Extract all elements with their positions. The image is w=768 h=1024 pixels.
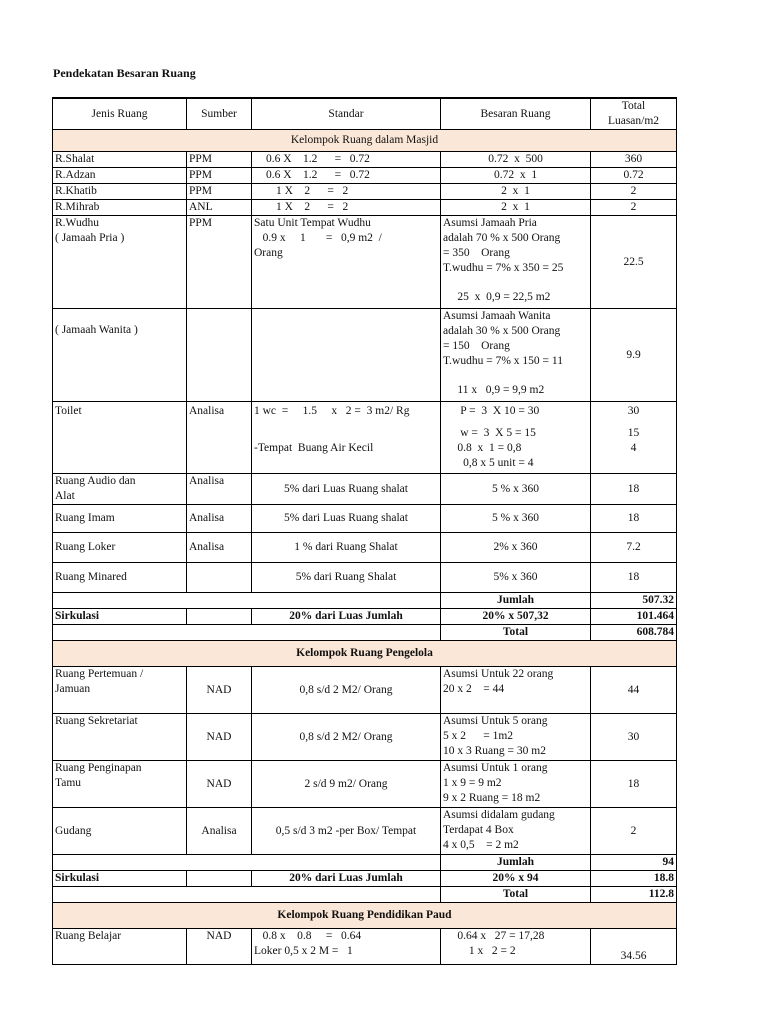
cell-sumber: NAD (187, 667, 252, 714)
cell-besaran: 5 % x 360 (441, 505, 591, 533)
total-line: 30 (627, 405, 640, 417)
group-header-masjid (53, 130, 677, 152)
cell-jenis: R.Adzan (53, 168, 187, 184)
cell-standar: 1 % dari Ruang Shalat (252, 533, 441, 563)
sirkulasi-besaran: 20% x 94 (441, 871, 591, 887)
cell-jenis: R.Khatib (53, 184, 187, 200)
cell-standar: 1 X 2 = 2 (252, 184, 441, 200)
cell-standar (252, 216, 441, 309)
group-title: Kelompok Ruang Pendidikan Paud (53, 903, 677, 929)
table-row (53, 808, 677, 855)
cell-sumber: PPM (187, 152, 252, 168)
cell-sumber: Analisa (187, 474, 252, 505)
cell-besaran: 2 x 1 (441, 184, 591, 200)
cell-besaran: 2 x 1 (441, 200, 591, 216)
besaran-line: 5 x 2 = 1m2 (443, 730, 514, 742)
standar-line: 0.8 x 0.8 = 0.64 (254, 930, 362, 942)
besaran-line: 25 x 0,9 = 22,5 m2 (443, 291, 551, 303)
group-title: Kelompok Ruang dalam Masjid (53, 130, 677, 152)
standar-line: -Tempat Buang Air Kecil (254, 442, 374, 454)
cell-sumber: NAD (187, 929, 252, 965)
cell-besaran (441, 761, 591, 808)
besaran-line: = 350 Orang (443, 247, 510, 259)
cell-total: 44 (591, 667, 677, 714)
cell-besaran: 0.72 x 500 (441, 152, 591, 168)
jumlah-value: 507.32 (591, 593, 677, 609)
cell-standar: 0.6 X 1.2 = 0.72 (252, 152, 441, 168)
table-row (53, 200, 677, 216)
sirkulasi-row (53, 871, 677, 887)
cell-besaran (441, 714, 591, 761)
table-row (53, 714, 677, 761)
cell-total: 360 (591, 152, 677, 168)
cell-sumber: ANL (187, 200, 252, 216)
jenis-line: Ruang Penginapan (55, 762, 142, 774)
standar-line: Orang (254, 247, 283, 259)
besaran-line: Asumsi Jamaah Pria (443, 217, 537, 229)
besaran-line: 1 x 2 = 2 (443, 945, 516, 957)
besaran-line: Asumsi Untuk 1 orang (443, 762, 548, 774)
cell-jenis: Ruang Imam (53, 505, 187, 533)
sirkulasi-total: 18.8 (591, 871, 677, 887)
besaran-line: 0.8 x 1 = 0,8 (443, 442, 522, 454)
jenis-line: Alat (55, 490, 75, 502)
sirkulasi-label: Sirkulasi (53, 871, 187, 887)
header-total-line2: Luasan/m2 (607, 115, 660, 127)
cell-total: 2 (591, 808, 677, 855)
cell-standar (252, 402, 441, 474)
sirkulasi-sumber (187, 609, 252, 625)
besaran-line: Asumsi Jamaah Wanita (443, 310, 551, 322)
total-spacer (53, 887, 441, 903)
cell-besaran (441, 808, 591, 855)
cell-besaran (441, 667, 591, 714)
jenis-line: Tamu (55, 777, 82, 789)
cell-total: 18 (591, 505, 677, 533)
cell-besaran: 2% x 360 (441, 533, 591, 563)
total-spacer (53, 625, 441, 641)
document-title: Pendekatan Besaran Ruang (53, 66, 196, 80)
cell-standar (252, 929, 441, 965)
cell-jenis (53, 761, 187, 808)
cell-jenis: Ruang Sekretariat (53, 714, 187, 761)
besaran-line: T.wudhu = 7% x 350 = 25 (443, 262, 564, 274)
cell-jenis: Ruang Loker (53, 533, 187, 563)
jumlah-spacer (53, 855, 441, 871)
table-row (53, 761, 677, 808)
table-row (53, 184, 677, 200)
cell-sumber: Analisa (187, 505, 252, 533)
cell-sumber: NAD (187, 714, 252, 761)
table-row (53, 168, 677, 184)
header-total-luasan (591, 98, 677, 130)
cell-standar: 5% dari Luas Ruang shalat (252, 474, 441, 505)
sirkulasi-label: Sirkulasi (53, 609, 187, 625)
besaran-line: Asumsi didalam gudang (443, 809, 555, 821)
cell-jenis: Ruang Minared (53, 563, 187, 593)
cell-besaran (441, 929, 591, 965)
cell-standar: 5% dari Luas Ruang shalat (252, 505, 441, 533)
cell-jenis: R.Shalat (53, 152, 187, 168)
besaran-line: P = 3 X 10 = 30 (443, 405, 540, 417)
table-row (53, 474, 677, 505)
total-row (53, 887, 677, 903)
cell-total: 18 (591, 474, 677, 505)
cell-standar: 0,8 s/d 2 M2/ Orang (252, 667, 441, 714)
besaran-line: 4 x 0,5 = 2 m2 (443, 839, 519, 851)
sirkulasi-standar: 20% dari Luas Jumlah (252, 871, 441, 887)
besaran-line: Terdapat 4 Box (443, 824, 514, 836)
cell-standar: 5% dari Ruang Shalat (252, 563, 441, 593)
cell-jenis (53, 474, 187, 505)
cell-total: 34.56 (591, 929, 677, 965)
cell-total (591, 402, 677, 474)
table-row-wudhu-wanita (53, 309, 677, 402)
cell-besaran: 0.72 x 1 (441, 168, 591, 184)
total-value: 608.784 (591, 625, 677, 641)
cell-besaran: 5% x 360 (441, 563, 591, 593)
jenis-line: Ruang Audio dan (55, 475, 136, 487)
cell-total: 18 (591, 761, 677, 808)
besaran-line: adalah 30 % x 500 Orang (443, 325, 561, 337)
cell-sumber: Analisa (187, 402, 252, 474)
cell-total: 2 (591, 184, 677, 200)
besaran-line: T.wudhu = 7% x 150 = 11 (443, 355, 563, 367)
cell-standar: 0,5 s/d 3 m2 -per Box/ Tempat (252, 808, 441, 855)
cell-besaran (441, 309, 591, 402)
group-header-paud (53, 903, 677, 929)
cell-standar (252, 309, 441, 402)
standar-line: 1 wc = 1.5 x 2 = 3 m2/ Rg (254, 405, 410, 417)
besaran-line: 9 x 2 Ruang = 18 m2 (443, 792, 541, 804)
sirkulasi-besaran: 20% x 507,32 (441, 609, 591, 625)
cell-jenis: Toilet (53, 402, 187, 474)
jenis-line: Jamuan (55, 683, 91, 695)
besaran-line: = 150 Orang (443, 340, 510, 352)
jumlah-value: 94 (591, 855, 677, 871)
group-title: Kelompok Ruang Pengelola (53, 641, 677, 667)
besaran-line: w = 3 X 5 = 15 (443, 427, 536, 439)
cell-jenis (53, 216, 187, 309)
total-line: 4 (630, 442, 637, 454)
jumlah-spacer (53, 593, 441, 609)
header-total-line1: Total (621, 100, 646, 112)
jenis-line: R.Wudhu (55, 217, 99, 229)
cell-sumber: PPM (187, 168, 252, 184)
cell-standar: 0.6 X 1.2 = 0.72 (252, 168, 441, 184)
standar-line: Loker 0,5 x 2 M = 1 (254, 945, 353, 957)
besaran-line: 11 x 0,9 = 9,9 m2 (443, 384, 545, 396)
jenis-line: ( Jamaah Pria ) (55, 232, 125, 244)
cell-total: 22.5 (591, 216, 677, 309)
cell-jenis: Gudang (53, 808, 187, 855)
besaran-line: 0.64 x 27 = 17,28 (443, 930, 545, 942)
sirkulasi-sumber (187, 871, 252, 887)
table-row (53, 563, 677, 593)
cell-total: 7.2 (591, 533, 677, 563)
table-row (53, 152, 677, 168)
jenis-line: Ruang Pertemuan / (55, 668, 144, 680)
cell-standar: 2 s/d 9 m2/ Orang (252, 761, 441, 808)
cell-jenis: Ruang Belajar (53, 929, 187, 965)
table-row-toilet (53, 402, 677, 474)
cell-sumber (187, 563, 252, 593)
jumlah-row (53, 855, 677, 871)
sirkulasi-row (53, 609, 677, 625)
room-size-table (52, 97, 677, 965)
besaran-line: Asumsi Untuk 5 orang (443, 715, 548, 727)
besaran-line: adalah 70 % x 500 Orang (443, 232, 561, 244)
standar-line: 0.9 x 1 = 0,9 m2 / (254, 232, 382, 244)
header-standar: Standar (252, 98, 441, 130)
cell-besaran (441, 402, 591, 474)
cell-jenis: R.Mihrab (53, 200, 187, 216)
table-row (53, 505, 677, 533)
table-row (53, 533, 677, 563)
besaran-line: 0,8 x 5 unit = 4 (443, 457, 534, 469)
cell-jenis (53, 667, 187, 714)
header-besaran-ruang: Besaran Ruang (441, 98, 591, 130)
table-row (53, 667, 677, 714)
besaran-line: 20 x 2 = 44 (443, 683, 505, 695)
table-header-row (53, 98, 677, 130)
cell-besaran (441, 216, 591, 309)
table-row-wudhu-pria (53, 216, 677, 309)
standar-line: Satu Unit Tempat Wudhu (254, 217, 371, 229)
cell-sumber: Analisa (187, 808, 252, 855)
total-value: 112.8 (591, 887, 677, 903)
total-row (53, 625, 677, 641)
cell-besaran: 5 % x 360 (441, 474, 591, 505)
jumlah-label: Jumlah (441, 855, 591, 871)
total-line: 15 (627, 427, 640, 439)
cell-sumber: PPM (187, 216, 252, 309)
total-label: Total (441, 887, 591, 903)
cell-total: 30 (591, 714, 677, 761)
total-label: Total (441, 625, 591, 641)
cell-sumber: PPM (187, 184, 252, 200)
besaran-line: Asumsi Untuk 22 orang (443, 668, 554, 680)
jumlah-row (53, 593, 677, 609)
table-row (53, 929, 677, 965)
cell-total: 18 (591, 563, 677, 593)
cell-jenis: ( Jamaah Wanita ) (53, 309, 187, 402)
cell-total: 2 (591, 200, 677, 216)
jumlah-label: Jumlah (441, 593, 591, 609)
besaran-line: 1 x 9 = 9 m2 (443, 777, 502, 789)
cell-standar: 1 X 2 = 2 (252, 200, 441, 216)
cell-sumber (187, 309, 252, 402)
header-sumber: Sumber (187, 98, 252, 130)
header-jenis-ruang: Jenis Ruang (53, 98, 187, 130)
cell-total: 0.72 (591, 168, 677, 184)
sirkulasi-standar: 20% dari Luas Jumlah (252, 609, 441, 625)
cell-sumber: NAD (187, 761, 252, 808)
cell-total: 9.9 (591, 309, 677, 402)
sirkulasi-total: 101.464 (591, 609, 677, 625)
group-header-pengelola (53, 641, 677, 667)
cell-sumber: Analisa (187, 533, 252, 563)
cell-standar: 0,8 s/d 2 M2/ Orang (252, 714, 441, 761)
besaran-line: 10 x 3 Ruang = 30 m2 (443, 745, 546, 757)
